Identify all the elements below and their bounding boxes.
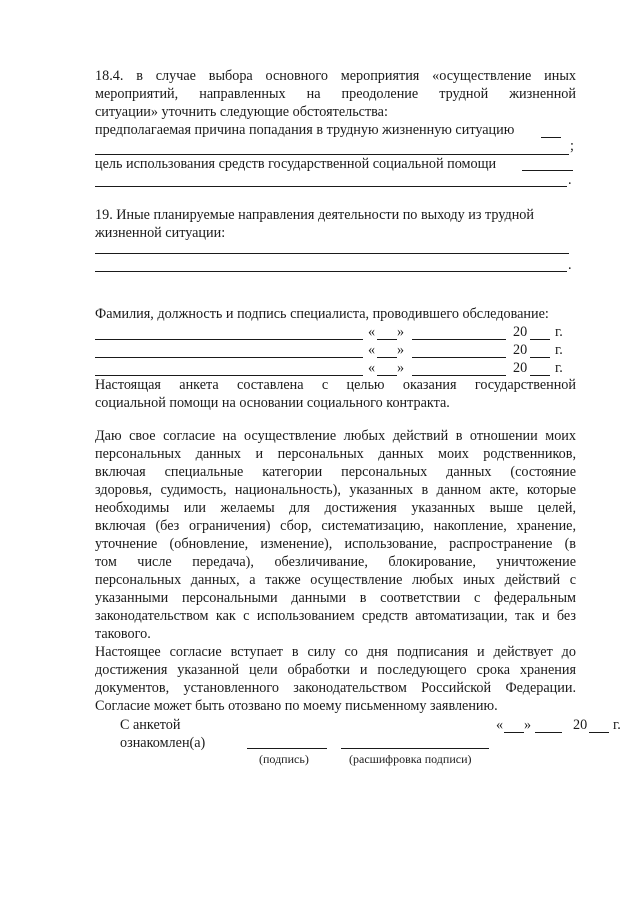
acknowledgement-line-2: ознакомлен(а)	[120, 735, 206, 751]
date-close-quote: »	[397, 342, 405, 358]
year-suffix: г.	[555, 342, 563, 358]
month-blank[interactable]	[412, 339, 506, 340]
purpose-line-2: социальной помощи на основании социального контракта.	[95, 395, 450, 411]
date-open-quote: «	[368, 324, 376, 340]
reason-label: предполагаемая причина попадания в трудную жизненную ситуацию	[95, 122, 515, 138]
year-blank[interactable]	[530, 339, 550, 340]
consent-line: уточнение (обновление, изменение), использование, распространение (в	[95, 536, 576, 552]
purpose-line-1: Настоящая анкета составлена с целью оказания государственной	[95, 377, 576, 393]
section-19-line-2: жизненной ситуации:	[95, 225, 226, 241]
ack-month-blank[interactable]	[535, 732, 562, 733]
validity-line: достижения указанной цели обработки и последующего срока хранения	[95, 662, 576, 678]
section-18-4-line-3: ситуации» уточнить следующие обстоятельства:	[95, 104, 388, 120]
date-open-quote: «	[368, 342, 376, 358]
semicolon: ;	[570, 138, 574, 154]
ack-year-suffix: г.	[613, 717, 621, 733]
ack-date-close-quote: »	[524, 717, 532, 733]
year-prefix: 20	[513, 360, 528, 376]
ack-decoding-blank[interactable]	[341, 748, 489, 749]
consent-line: указанными персональными данными в соответствии с федеральным	[95, 590, 576, 606]
consent-line: такового.	[95, 626, 151, 642]
consent-line: включая специальные категории персональных данных (состояние	[95, 464, 576, 480]
consent-line: том числе передача), обезличивание, блокирование, уничтожение	[95, 554, 576, 570]
section-18-4-line-1: 18.4. в случае выбора основного мероприятия «осуществление иных	[95, 68, 576, 84]
section-19-blank-2[interactable]	[95, 271, 567, 272]
year-suffix: г.	[555, 324, 563, 340]
goal-label: цель использования средств государственной социальной помощи	[95, 156, 497, 172]
year-suffix: г.	[555, 360, 563, 376]
specialist-signature-blank[interactable]	[95, 357, 363, 358]
month-blank[interactable]	[412, 357, 506, 358]
specialist-label: Фамилия, должность и подпись специалиста, проводившего обследование:	[95, 306, 549, 322]
day-blank[interactable]	[377, 339, 397, 340]
section-19-period: .	[568, 257, 572, 273]
date-close-quote: »	[397, 324, 405, 340]
date-open-quote: «	[368, 360, 376, 376]
goal-answer-blank-1[interactable]	[522, 170, 573, 171]
date-close-quote: »	[397, 360, 405, 376]
validity-line: Настоящее согласие вступает в силу со дня подписания и действует до	[95, 644, 576, 660]
purpose-text	[95, 376, 576, 412]
goal-answer-blank-2[interactable]	[95, 186, 567, 187]
section-19-blank-1[interactable]	[95, 253, 569, 254]
signature-caption: (подпись)	[259, 752, 309, 766]
consent-line: законодательством как с использованием средств автоматизации, так и без	[95, 608, 576, 624]
consent-line: персональных данных, а также осуществление любых иных действий с	[95, 572, 576, 588]
specialist-signature-blank[interactable]	[95, 339, 363, 340]
validity-line: документов, установленного законодательством Российской Федерации.	[95, 680, 576, 696]
acknowledgement-line-1: С анкетой	[120, 717, 181, 733]
consent-line: включая (без ограничения) сбор, систематизацию, накопление, хранение,	[95, 518, 576, 534]
consent-line: необходимы или желаемы для достижения указанных выше целей,	[95, 500, 576, 516]
ack-year-blank[interactable]	[589, 732, 609, 733]
ack-date-open-quote: «	[496, 717, 504, 733]
ack-signature-blank[interactable]	[247, 748, 327, 749]
year-prefix: 20	[513, 342, 528, 358]
goal-period: .	[568, 172, 572, 188]
consent-text	[95, 427, 576, 715]
consent-line: персональных данных и персональных данных моих родственников,	[95, 446, 576, 462]
ack-day-blank[interactable]	[504, 732, 524, 733]
section-18-4-line-2: мероприятий, направленных на преодоление трудной жизненной	[95, 86, 576, 102]
reason-answer-blank-1[interactable]	[541, 137, 561, 138]
ack-year-prefix: 20	[573, 717, 588, 733]
decoding-caption: (расшифровка подписи)	[349, 752, 472, 766]
year-prefix: 20	[513, 324, 528, 340]
validity-line: Согласие может быть отозвано по моему письменному заявлению.	[95, 698, 498, 714]
consent-line: здоровья, судимость, национальность), указанных в данном акте, которые	[95, 482, 576, 498]
consent-line: Даю свое согласие на осуществление любых действий в отношении моих	[95, 428, 576, 444]
day-blank[interactable]	[377, 357, 397, 358]
section-18-4-text	[95, 67, 576, 121]
section-19-line-1: 19. Иные планируемые направления деятельности по выходу из трудной	[95, 207, 534, 223]
year-blank[interactable]	[530, 357, 550, 358]
